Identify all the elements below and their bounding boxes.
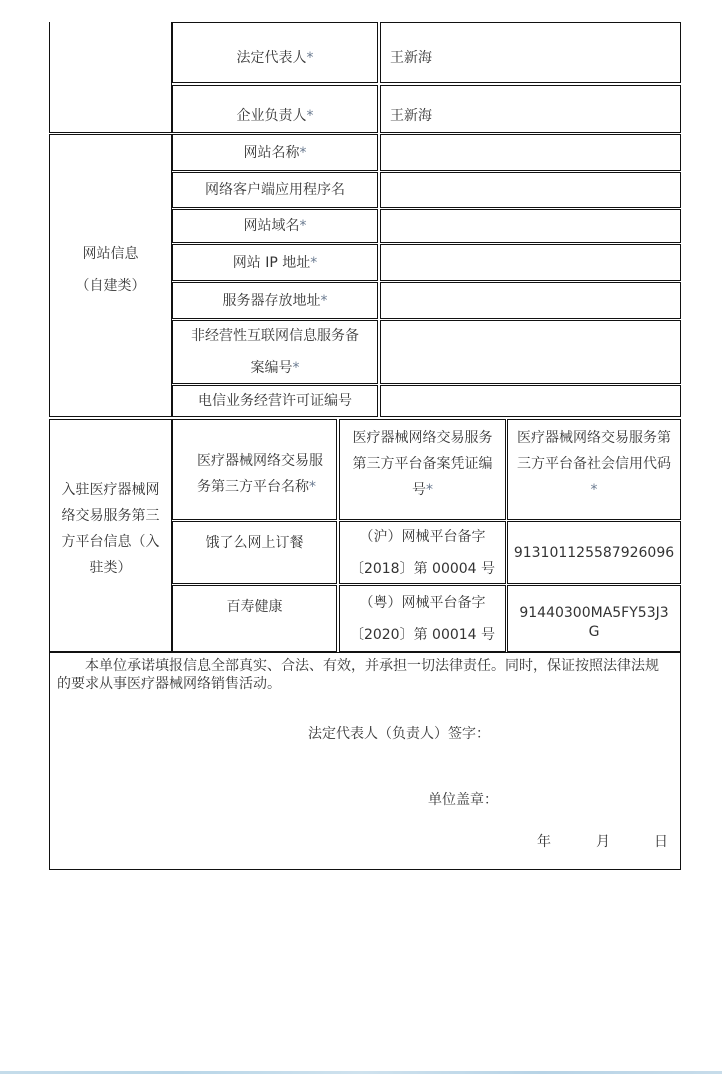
website-name-label: 网站名称 <box>243 144 300 161</box>
pledge-box <box>49 652 681 870</box>
date-month-label: 月 <box>596 834 610 850</box>
domain-label: 网站域名 <box>243 218 300 234</box>
required-marker: * <box>590 481 598 498</box>
website-section-title: 网站信息 <box>82 245 139 262</box>
icp-record-value-cell[interactable] <box>380 320 681 384</box>
enterprise-head-label-cell <box>172 85 378 133</box>
app-name-label-cell <box>172 172 378 208</box>
telecom-license-label: 电信业务经营许可证编号 <box>198 393 352 409</box>
website-section-title-cell <box>49 134 172 417</box>
platform-row-1-credit-cell <box>507 521 681 584</box>
website-section-subtitle: （自建类） <box>75 277 146 294</box>
platform-row-2-name-cell <box>172 585 337 652</box>
legal-rep-value: 王新海 <box>390 49 432 66</box>
telecom-license-label-cell <box>172 385 378 417</box>
platform-row-2-credit-cell <box>507 585 681 652</box>
server-address-value-cell[interactable] <box>380 282 681 319</box>
enterprise-head-value: 王新海 <box>390 108 432 124</box>
platform-credit-header-cell <box>507 419 681 520</box>
platform-row-1-record-cell <box>339 521 506 584</box>
ip-value-cell[interactable] <box>380 244 681 281</box>
platform-credit-header: 医疗器械网络交易服务第三方平台备社会信用代码 <box>517 429 671 472</box>
required-marker: * <box>306 49 314 66</box>
app-name-value-cell[interactable] <box>380 172 681 208</box>
company-section-label-cell <box>49 22 172 133</box>
domain-value-cell[interactable] <box>380 209 681 243</box>
legal-rep-value-cell[interactable] <box>380 22 681 83</box>
legal-rep-label: 法定代表人 <box>236 49 307 66</box>
telecom-license-value-cell[interactable] <box>380 385 681 417</box>
date-year-label: 年 <box>537 834 551 850</box>
platform-row-1-name-cell <box>172 521 337 584</box>
platform-record-header-cell <box>339 419 506 520</box>
icp-record-label-cell <box>172 320 378 384</box>
icp-record-label-line2: 案编号 <box>250 360 293 376</box>
platform-name: 饿了么网上订餐 <box>205 535 304 551</box>
record-number-line1: （粤）网械平台备字 <box>359 594 486 611</box>
website-name-value-cell[interactable] <box>380 134 681 171</box>
credit-code: 913101125587926096 <box>513 544 675 561</box>
icp-record-label-line1: 非经营性互联网信息服务备 <box>191 328 359 344</box>
legal-rep-label-cell <box>172 22 378 83</box>
required-marker: * <box>426 481 433 498</box>
enterprise-head-label: 企业负责人 <box>236 108 307 124</box>
required-marker: * <box>320 292 328 309</box>
required-marker: * <box>309 478 316 495</box>
credit-code: 91440300MA5FY53J3G <box>519 604 669 640</box>
required-marker: * <box>299 218 307 234</box>
signature-label[interactable]: 法定代表人（负责人）签字： <box>308 726 490 742</box>
platform-row-2-record-cell <box>339 585 506 652</box>
required-marker: * <box>292 360 300 376</box>
platform-name-header-cell <box>172 419 337 520</box>
required-marker: * <box>306 108 314 124</box>
ip-label-cell <box>172 244 378 281</box>
record-number-line1: （沪）网械平台备字 <box>359 528 486 545</box>
required-marker: * <box>310 254 318 271</box>
app-name-label: 网络客户端应用程序名 <box>205 182 345 198</box>
platform-name: 百寿健康 <box>226 599 283 615</box>
platform-name-header: 医疗器械网络交易服务第三方平台名称 <box>197 452 323 495</box>
platform-section-title-cell <box>49 419 172 652</box>
ip-label: 网站 IP 地址 <box>232 254 311 271</box>
server-address-label-cell <box>172 282 378 319</box>
platform-section-title: 入驻医疗器械网络交易服务第三方平台信息（入驻类） <box>61 481 160 576</box>
domain-label-cell <box>172 209 378 243</box>
pledge-text: 本单位承诺填报信息全部真实、合法、有效，并承担一切法律责任。同时，保证按照法律法规的要求从事医疗器械网络销售活动。 <box>57 658 659 692</box>
website-name-label-cell <box>172 134 378 171</box>
enterprise-head-value-cell[interactable] <box>380 85 681 133</box>
date-day-label: 日 <box>654 834 668 850</box>
required-marker: * <box>299 144 307 161</box>
record-number-line2: 〔2018〕第 00004 号 <box>349 560 496 577</box>
seal-label[interactable]: 单位盖章： <box>428 792 498 808</box>
server-address-label: 服务器存放地址 <box>222 292 321 309</box>
record-number-line2: 〔2020〕第 00014 号 <box>349 626 496 643</box>
platform-record-header: 医疗器械网络交易服务第三方平台备案凭证编号 <box>352 429 493 498</box>
